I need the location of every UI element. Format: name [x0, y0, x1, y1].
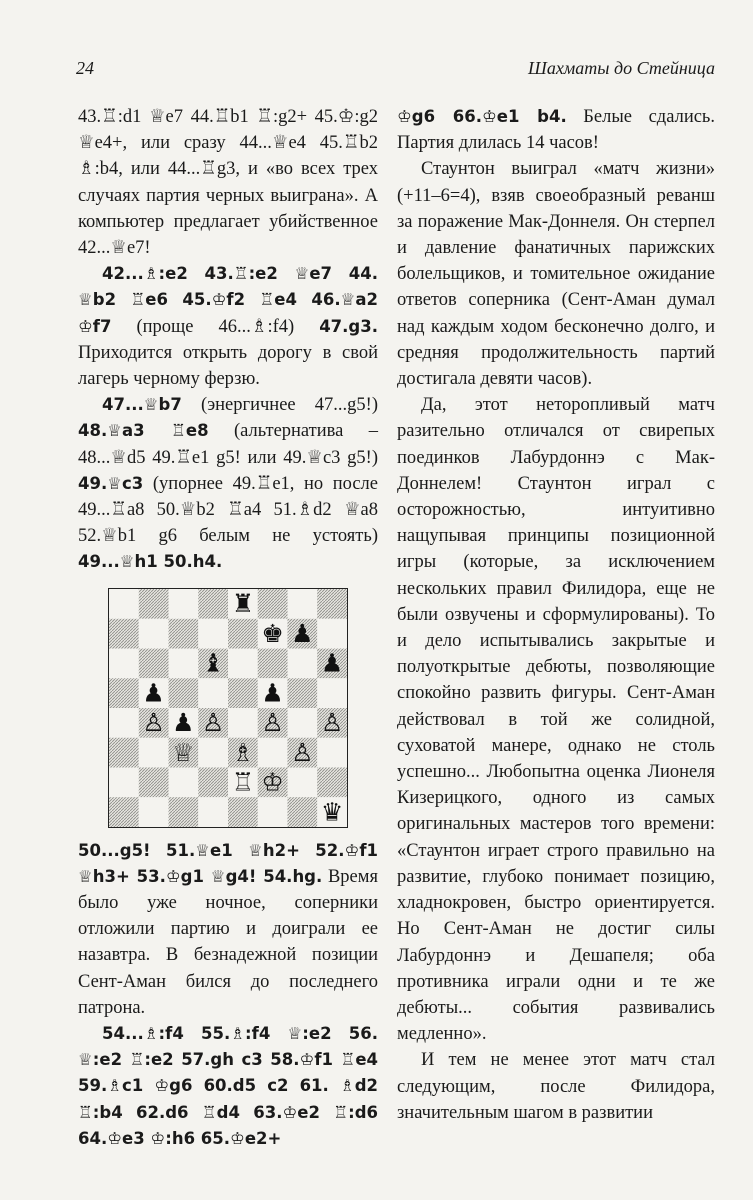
board-square — [317, 737, 347, 767]
annotation: (проще 46...♗:f4) — [111, 316, 320, 337]
chess-piece-white: ♙ — [320, 707, 344, 737]
chess-piece-black: ♟ — [142, 678, 165, 708]
board-square — [109, 708, 139, 738]
board-square — [198, 797, 228, 827]
chess-piece-black: ♟ — [172, 707, 195, 737]
paragraph — [78, 392, 378, 575]
board-square — [109, 648, 139, 678]
board-square — [198, 589, 228, 619]
board-square — [139, 589, 169, 619]
chess-piece-white: ♙ — [142, 707, 165, 737]
board-square — [109, 767, 139, 797]
board-square — [258, 589, 288, 619]
board-square — [169, 589, 199, 619]
board-square — [109, 618, 139, 648]
paragraph — [78, 1021, 378, 1152]
move-text: 50...g5! 51.♕e1 ♕h2+ 52.♔f1 ♕h3+ 53.♔g1 ♕g4! 54.hg. — [78, 840, 378, 886]
board-square — [198, 767, 228, 797]
board-square — [288, 708, 318, 738]
annotation: (альтернатива – 48...♕d5 49.♖e1 g5! или 49.♕c3 g5!) — [78, 421, 378, 468]
right-column — [397, 104, 715, 1126]
chess-piece-black: ♝ — [201, 648, 225, 678]
chess-piece-white: ♗ — [231, 737, 255, 767]
board-square — [258, 737, 288, 767]
paragraph-text: Белые сдались. Партия длилась 14 часов! — [397, 107, 715, 154]
board-square — [288, 589, 318, 619]
chess-piece-black: ♟ — [261, 678, 284, 708]
board-square — [228, 618, 258, 648]
board-square — [169, 767, 199, 797]
board-square — [169, 648, 199, 678]
board-square — [317, 678, 347, 708]
paragraph: И тем не менее этот матч стал следующим, после Филидора, значительным шагом в развитии — [397, 1050, 715, 1123]
paragraph: Стаунтон выиграл «матч жизни» (+11–6=4), взяв своеобразный реванш за поражение Мак-Доннеля. Он стерпел и давление фанатичных парижских болельщиков, и томительное ожидание ответов соперника (Сент-Аман думал над каждым ходом бесконечно долго, и средняя продолжительность партий достигала девяти часов). — [397, 159, 715, 390]
move-text: 48.♕a3 ♖e8 — [78, 421, 209, 441]
board-square — [109, 797, 139, 827]
running-title: Шахматы до Стейница — [528, 58, 715, 78]
chess-piece-white: ♙ — [261, 707, 284, 737]
page-number: 24 — [76, 58, 94, 78]
chess-board — [109, 589, 347, 827]
chess-piece-black: ♟ — [320, 648, 344, 678]
annotation: (упорнее 49.♖e1, но после 49...♖a8 50.♕b2 ♖a4 51.♗d2 ♕a8 52.♕b1 g6 белым не устоять) — [78, 473, 378, 547]
chess-piece-white: ♖ — [231, 767, 255, 797]
chess-piece-white: ♕ — [172, 737, 195, 767]
move-text: ♔g6 66.♔e1 b4. — [397, 107, 567, 126]
board-square — [288, 678, 318, 708]
chess-piece-black: ♟ — [291, 618, 314, 648]
board-square — [198, 618, 228, 648]
paragraph: 43.♖:d1 ♕e7 44.♖b1 ♖:g2+ 45.♔:g2 ♕e4+, или сразу 44...♕e4 45.♖b2 ♗:b4, или 44...♖g3, и «во всех трех случаях партия черных выиграна». А компьютер предлагает убийственное 42...♕e7! — [78, 107, 378, 259]
board-square — [288, 767, 318, 797]
chess-piece-white: ♙ — [201, 707, 225, 737]
paragraph — [78, 838, 378, 1021]
move-text: 47.g3. — [319, 316, 378, 336]
board-square — [109, 678, 139, 708]
board-square — [228, 678, 258, 708]
paragraph-text: Приходится открыть дорогу в свой лагерь черному ферзю. — [78, 342, 378, 390]
board-square — [139, 618, 169, 648]
board-square — [198, 737, 228, 767]
board-square — [288, 648, 318, 678]
board-square — [317, 767, 347, 797]
chess-piece-white: ♙ — [291, 737, 314, 767]
board-square — [139, 737, 169, 767]
board-square — [317, 618, 347, 648]
annotation: (энергичнее 47...g5!) — [181, 395, 378, 416]
move-text: 49...♕h1 50.h4. — [78, 552, 223, 572]
board-square — [198, 678, 228, 708]
board-square — [258, 797, 288, 827]
board-square — [139, 648, 169, 678]
board-square — [317, 589, 347, 619]
board-square — [109, 737, 139, 767]
chess-piece-black: ♜ — [231, 588, 255, 618]
board-square — [169, 678, 199, 708]
board-square — [139, 797, 169, 827]
left-column — [78, 104, 378, 1152]
chess-diagram — [108, 588, 348, 828]
board-square — [228, 708, 258, 738]
paragraph: Да, этот неторопливый матч разительно отличался от свирепых поединков Лабурдоннэ с Мак-Доннелем! Стаунтон играл с осторожностью, интуитивно нащупывая принципы позиционной игры (которые, за исключением нескольких правил Филидора, еще не были озвучены и сформулированы). То и дело испытывались закрытые и полуоткрытые дебюты, позволяющие спокойно развить фигуры. Сент-Аман действовал в той же солидной, суховатой манере, однако не столь успешно... Любопытна оценка Лионеля Кизерицкого, одного из самых оригинальных мастеров того времени: «Стаунтон играет строго правильно на развитие, глубоко понимает позицию, хладнокровен, быстро ориентируется. Но Сент-Аман не достиг силы Лабурдоннэ и Дешапеля; оба противника играли одни и те же дебюты... события развивались медленно». — [397, 395, 715, 1045]
board-square — [228, 648, 258, 678]
chess-piece-black: ♛ — [320, 797, 344, 827]
board-square — [109, 589, 139, 619]
paragraph — [397, 104, 715, 156]
chess-piece-white: ♔ — [261, 767, 284, 797]
board-square — [139, 767, 169, 797]
paragraph-text: Время было уже ночное, соперники отложили партию и доиграли ее назавтра. В безнадежной позиции Сент-Аман бился до последнего патрона. — [78, 866, 378, 1018]
move-text: 42...♗:e2 43.♖:e2 ♕e7 44. ♕b2 ♖e6 45.♔f2 ♖e4 46.♕a2 ♔f7 — [78, 264, 378, 336]
paragraph — [78, 261, 378, 392]
board-square — [169, 618, 199, 648]
move-text: 49.♕c3 — [78, 473, 144, 493]
board-square — [258, 648, 288, 678]
chess-piece-black: ♚ — [261, 618, 284, 648]
board-square — [288, 797, 318, 827]
move-text: 47...♕b7 — [102, 395, 182, 415]
move-text: 54...♗:f4 55.♗:f4 ♕:e2 56. ♕:e2 ♖:e2 57.gh c3 58.♔f1 ♖e4 59.♗c1 ♔g6 60.d5 c2 61. ♗d2 ♖:b4 62.d6 ♖d4 63.♔e2 ♖:d6 64.♔e3 ♔:h6 65.♔e2+ — [78, 1024, 378, 1148]
board-square — [169, 797, 199, 827]
board-square — [228, 797, 258, 827]
